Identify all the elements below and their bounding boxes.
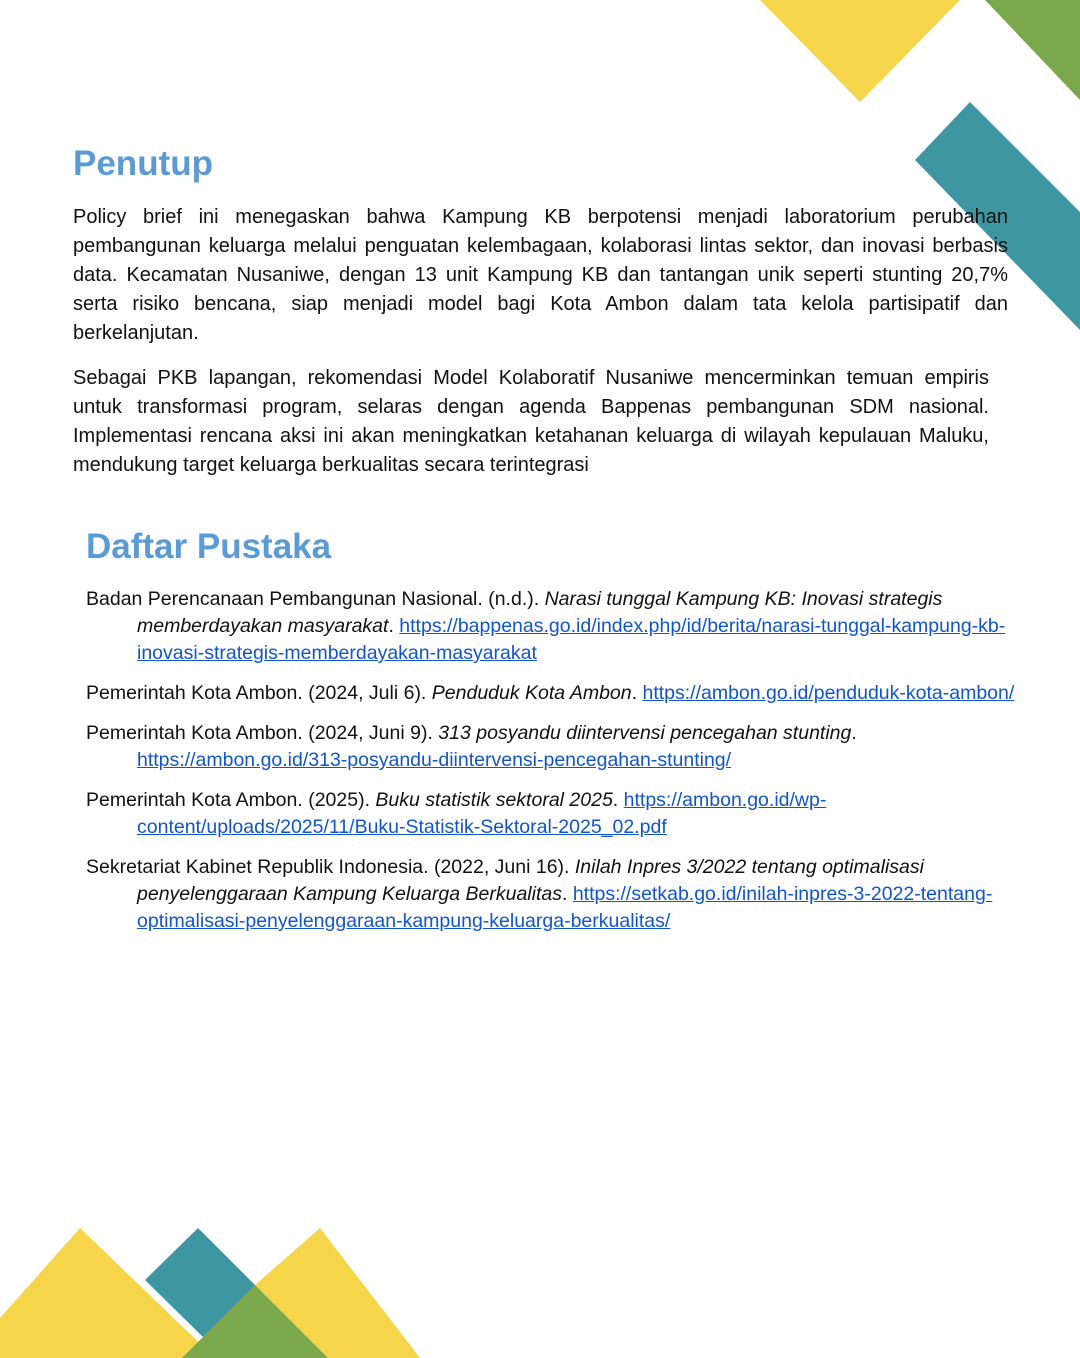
daftar-pustaka-heading: Daftar Pustaka: [86, 527, 332, 566]
reference-author: Badan Perencanaan Pembangunan Nasional. (n.d.).: [86, 588, 540, 610]
reference-item: Pemerintah Kota Ambon. (2024, Juli 6). Penduduk Kota Ambon. https://ambon.go.id/penduduk-kota-ambon/: [86, 682, 1015, 704]
reference-link[interactable]: https://bappenas.go.id/index.php/id/berita/narasi-tunggal-kampung-kb-inovasi-strategis-memberdayakan-masyarakat: [137, 615, 1006, 664]
reference-item: Pemerintah Kota Ambon. (2025). Buku statistik sektoral 2025. https://ambon.go.id/wp-content/uploads/2025/11/Buku-Statistik-Sektoral-2025_02.pdf: [86, 789, 827, 838]
reference-title: Penduduk Kota Ambon: [431, 682, 632, 704]
reference-item: Sekretariat Kabinet Republik Indonesia. (2022, Juni 16). Inilah Inpres 3/2022 tentang optimalisasi penyelenggaraan Kampung Keluarga Berkualitas. https://setkab.go.id/inilah-inpres-3-2022-tentang-optimalisasi-penyelenggaraan-kampung-keluarga-berkualitas/: [86, 856, 993, 932]
reference-link[interactable]: https://ambon.go.id/313-posyandu-diintervensi-pencegahan-stunting/: [137, 749, 732, 771]
top-yellow-triangle: [760, 0, 960, 102]
reference-author: Pemerintah Kota Ambon. (2025).: [86, 789, 370, 811]
reference-author: Sekretariat Kabinet Republik Indonesia. (2022, Juni 16).: [86, 856, 570, 878]
reference-title: Narasi tunggal Kampung KB: Inovasi strategis memberdayakan masyarakat: [137, 588, 943, 637]
reference-title: Buku statistik sektoral 2025: [375, 789, 613, 811]
penutup-heading: Penutup: [73, 144, 213, 183]
reference-list: [86, 586, 1021, 948]
top-green-triangle: [985, 0, 1080, 100]
reference-title: 313 posyandu diintervensi pencegahan stunting: [438, 722, 852, 744]
reference-item: Badan Perencanaan Pembangunan Nasional. (n.d.). Narasi tunggal Kampung KB: Inovasi strategis memberdayakan masyarakat. https://bappenas.go.id/index.php/id/berita/narasi-tunggal-kampung-kb-inovasi-strategis-memberdayakan-masyarakat: [86, 588, 1006, 664]
penutup-paragraph-2: Sebagai PKB lapangan, rekomendasi Model Kolaboratif Nusaniwe mencerminkan temuan empiris untuk transformasi program, selaras dengan agenda Bappenas pembangunan SDM nasional. Implementasi rencana aksi ini akan meningkatkan ketahanan keluarga di wilayah kepulauan Maluku, mendukung target keluarga berkualitas secara terintegrasi: [73, 367, 989, 476]
reference-link[interactable]: https://ambon.go.id/penduduk-kota-ambon/: [642, 682, 1015, 704]
reference-link[interactable]: https://ambon.go.id/wp-content/uploads/2025/11/Buku-Statistik-Sektoral-2025_02.pdf: [137, 789, 827, 838]
reference-title: Inilah Inpres 3/2022 tentang optimalisasi penyelenggaraan Kampung Keluarga Berkualitas: [137, 856, 924, 905]
penutup-paragraph-1: Policy brief ini menegaskan bahwa Kampung KB berpotensi menjadi laboratorium perubahan pembangunan keluarga melalui penguatan kelembagaan, kolaborasi lintas sektor, dan inovasi berbasis data. Kecamatan Nusaniwe, dengan 13 unit Kampung KB dan tantangan unik seperti stunting 20,7% serta risiko bencana, siap menjadi model bagi Kota Ambon dalam tata kelola partisipatif dan berkelanjutan.: [73, 206, 1008, 344]
reference-author: Pemerintah Kota Ambon. (2024, Juli 6).: [86, 682, 427, 704]
reference-link[interactable]: https://setkab.go.id/inilah-inpres-3-2022-tentang-optimalisasi-penyelenggaraan-kampung-keluarga-berkualitas/: [137, 883, 993, 932]
reference-author: Pemerintah Kota Ambon. (2024, Juni 9).: [86, 722, 433, 744]
reference-item: Pemerintah Kota Ambon. (2024, Juni 9). 313 posyandu diintervensi pencegahan stunting. https://ambon.go.id/313-posyandu-diintervensi-pencegahan-stunting/: [86, 722, 857, 771]
